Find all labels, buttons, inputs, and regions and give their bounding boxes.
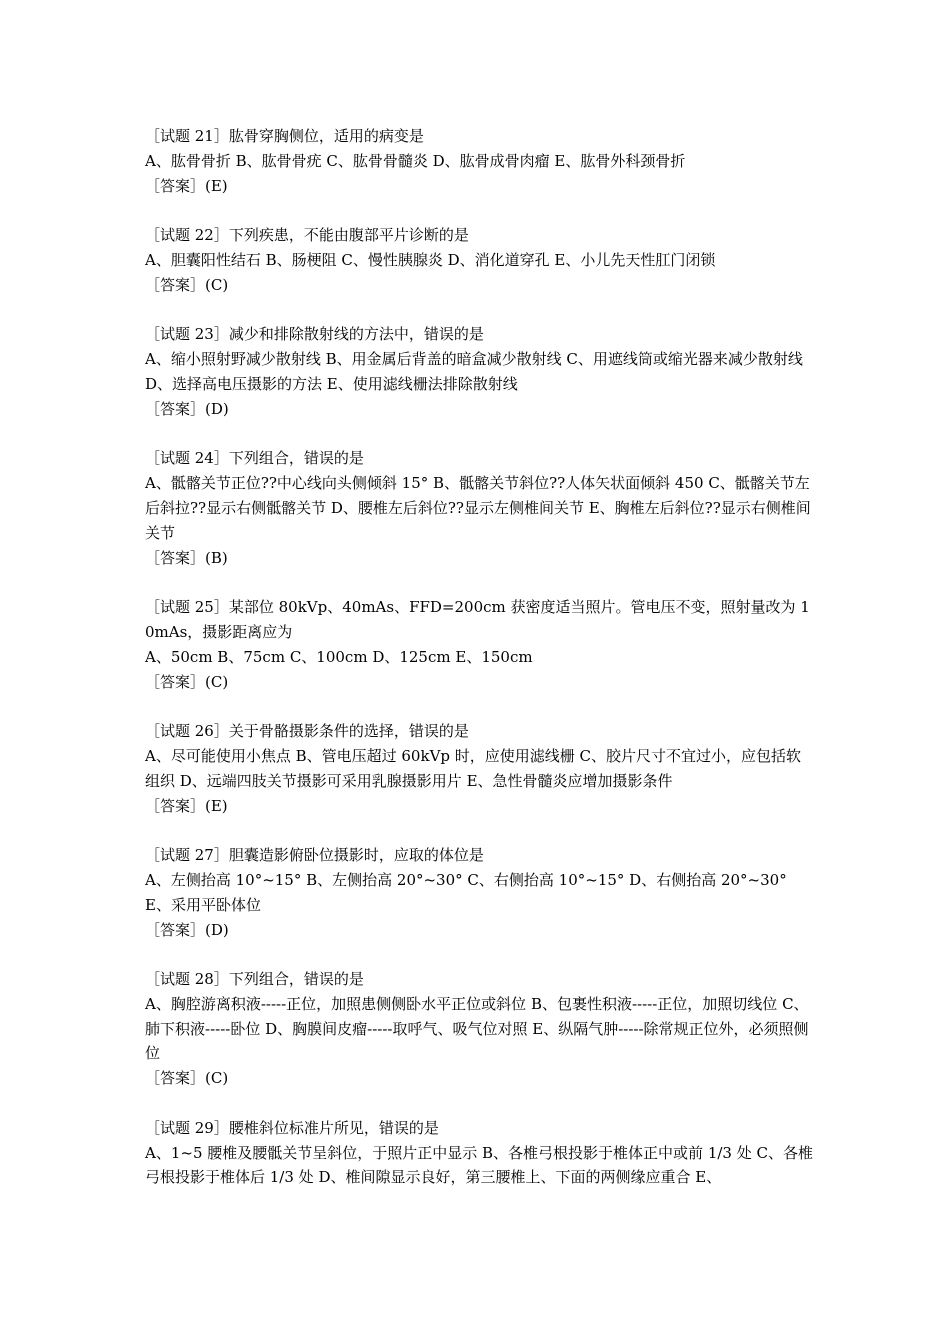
question-28 [145,967,813,1091]
question-29 [145,1116,813,1190]
question-answer: ［答案］(D) [145,920,229,939]
question-21 [145,124,813,198]
question-24 [145,446,813,570]
question-answer: ［答案］(D) [145,399,229,418]
question-options: A、骶髂关节正位??中心线向头侧倾斜 15° B、骶髂关节斜位??人体矢状面倾斜 450 C、骶髂关节左后斜拉??显示右侧骶髂关节 D、腰椎左后斜位??显示左侧椎间关节 E、胸椎左后斜位??显示右侧椎间关节 [145,474,811,542]
question-27 [145,843,813,942]
question-title: ［试题 28］下列组合，错误的是 [145,970,364,989]
question-options: A、缩小照射野减少散射线 B、用金属后背盖的暗盒减少散射线 C、用遮线筒或缩光器来减少散射线 D、选择高电压摄影的方法 E、使用滤线栅法排除散射线 [145,350,803,393]
question-options: A、1~5 腰椎及腰骶关节呈斜位，于照片正中显示 B、各椎弓根投影于椎体正中或前 1/3 处 C、各椎弓根投影于椎体后 1/3 处 D、椎间隙显示良好，第三腰椎上、下面的两侧缘应重合 E、 [145,1143,813,1187]
question-options: A、尽可能使用小焦点 B、管电压超过 60kVp 时，应使用滤线栅 C、胶片尺寸不宜过小，应包括软组织 D、远端四肢关节摄影可采用乳腺摄影用片 E、急性骨髓炎应增加摄影条件 [145,746,802,790]
question-options: A、胆囊阳性结石 B、肠梗阻 C、慢性胰腺炎 D、消化道穿孔 E、小儿先天性肛门闭锁 [145,250,716,269]
question-answer: ［答案］(C) [145,1069,229,1088]
question-answer: ［答案］(E) [145,176,228,195]
question-title: ［试题 23］减少和排除散射线的方法中，错误的是 [145,325,484,344]
question-title: ［试题 27］胆囊造影俯卧位摄影时，应取的体位是 [145,846,484,865]
question-options: A、50cm B、75cm C、100cm D、125cm E、150cm [145,647,533,666]
question-title: ［试题 26］关于骨骼摄影条件的选择，错误的是 [145,722,469,741]
question-title: ［试题 22］下列疾患，不能由腹部平片诊断的是 [145,226,469,245]
question-list [145,124,813,1215]
question-23 [145,322,813,421]
question-22 [145,223,813,297]
question-answer: ［答案］(C) [145,275,229,294]
question-answer: ［答案］(B) [145,548,228,567]
question-answer: ［答案］(E) [145,796,228,815]
question-title: ［试题 25］某部位 80kVp、40mAs、FFD=200cm 获密度适当照片。管电压不变，照射量改为 10mAs，摄影距离应为 [145,598,810,641]
question-title: ［试题 24］下列组合，错误的是 [145,449,364,468]
question-options: A、左侧抬高 10°~15° B、左侧抬高 20°~30° C、右侧抬高 10°~15° D、右侧抬高 20°~30° E、采用平卧体位 [145,870,787,914]
question-25 [145,595,813,694]
question-options: A、胸腔游离积液-----正位，加照患侧侧卧水平正位或斜位 B、包裹性积液-----正位，加照切线位 C、肺下积液-----卧位 D、胸膜间皮瘤-----取呼气、吸气位对照 E、纵隔气肿-----除常规正位外，必须照侧位 [145,994,809,1063]
question-title: ［试题 21］肱骨穿胸侧位，适用的病变是 [145,127,424,145]
question-options: A、肱骨骨折 B、肱骨骨疣 C、肱骨骨髓炎 D、肱骨成骨肉瘤 E、肱骨外科颈骨折 [145,151,686,170]
question-answer: ［答案］(C) [145,672,229,691]
question-26 [145,719,813,818]
question-title: ［试题 29］腰椎斜位标准片所见，错误的是 [145,1118,439,1137]
